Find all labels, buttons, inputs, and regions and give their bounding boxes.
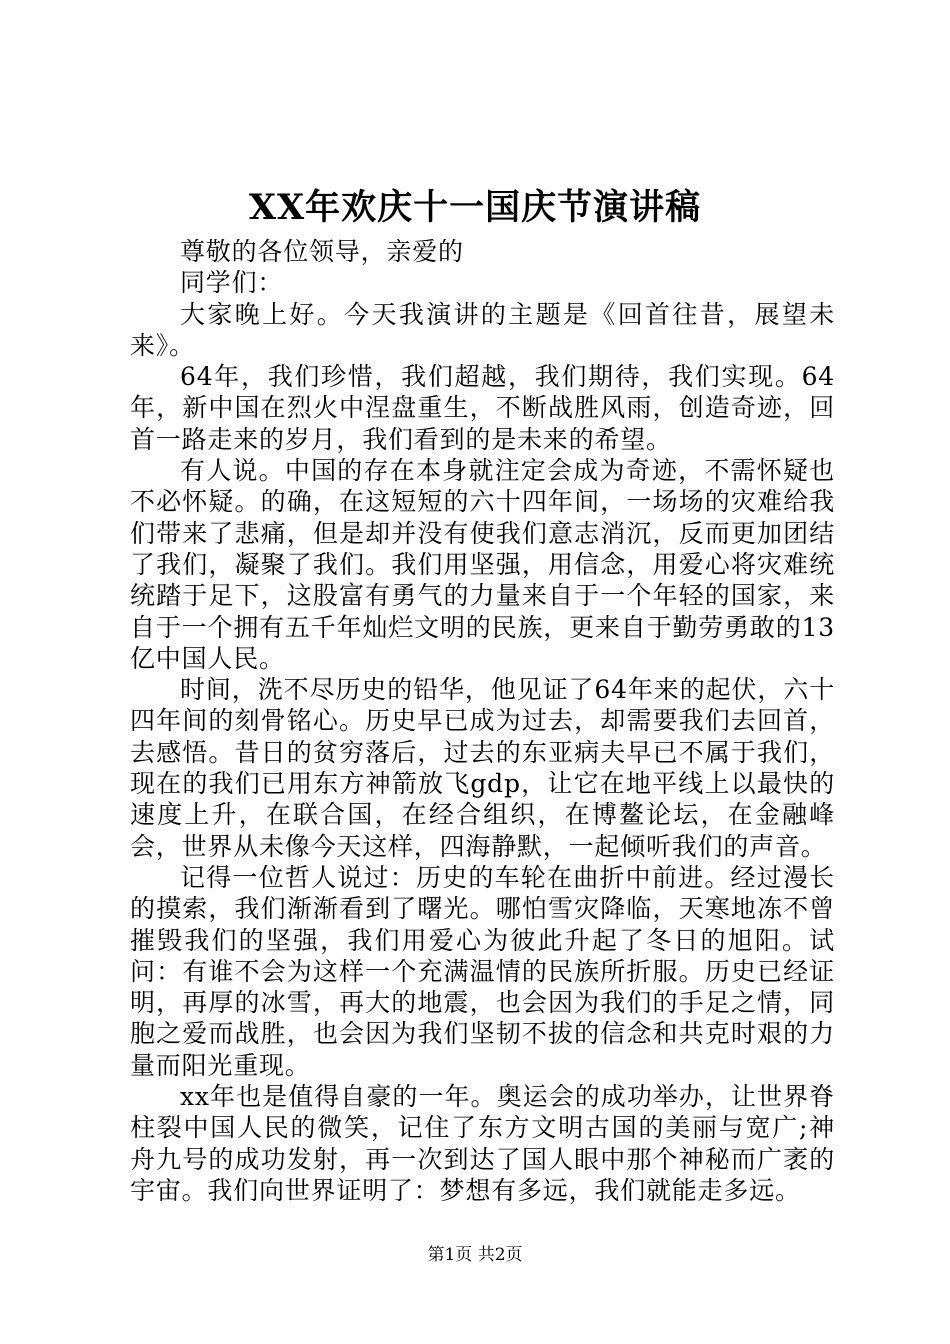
paragraph-miracle: 有人说。中国的存在本身就注定会成为奇迹，不需怀疑也不必怀疑。的确，在这短短的六十四年间，一场场的灾难给我们带来了悲痛，但是却并没有使我们意志消沉，反而更加团结了我们，凝聚了我们。我们用坚强，用信念，用爱心将灾难统统踏于足下，这股富有勇气的力量来自于一个年轻的国家，来自于一个拥有五千年灿烂文明的民族，更来自于勤劳勇敢的13亿中国人民。 xyxy=(130,456,835,673)
paragraph-history: 时间，洗不尽历史的铅华，他见证了64年来的起伏，六十四年间的刻骨铭心。历史早已成为过去，却需要我们去回首，去感悟。昔日的贫穷落后，过去的东亚病夫早已不属于我们，现在的我们已用东方神箭放飞gdp，让它在地平线上以最快的速度上升，在联合国，在经合组织，在博鳌论坛，在金融峰会，世界从未像今天这样，四海静默，一起倾听我们的声音。 xyxy=(130,675,835,861)
document-title: XX年欢庆十一国庆节演讲稿 xyxy=(248,187,702,228)
paragraph-proud-year: xx年也是值得自豪的一年。奥运会的成功举办，让世界脊柱裂中国人民的微笑，记住了东方文明古国的美丽与宽广;神舟九号的成功发射，再一次到达了国人眼中那个神秘而广袤的宇宙。我们向世界证明了：梦想有多远，我们就能走多远。 xyxy=(130,1082,835,1205)
paragraph-greeting: 大家晚上好。今天我演讲的主题是《回首往昔，展望未来》。 xyxy=(130,299,835,360)
paragraph-philosopher: 记得一位哲人说过：历史的车轮在曲折中前进。经过漫长的摸索，我们渐渐看到了曙光。哪怕雪灾降临，天寒地冻不曾摧毁我们的坚强，我们用爱心为彼此升起了冬日的旭阳。试问：有谁不会为这样一个充满温情的民族所折服。历史已经证明，再厚的冰雪，再大的地震，也会因为我们的手足之情，同胞之爱而战胜，也会因为我们坚韧不拔的信念和共克时艰的力量而阳光重现。 xyxy=(130,862,835,1080)
salutation-line-1: 尊敬的各位领导，亲爱的 xyxy=(180,237,464,266)
paragraph-64-years: 64年，我们珍惜，我们超越，我们期待，我们实现。64年，新中国在烈火中涅盘重生，不断战胜风雨，创造奇迹，回首一路走来的岁月，我们看到的是未来的希望。 xyxy=(130,362,835,454)
document-body xyxy=(130,236,835,1206)
page-number-footer: 第1页 共2页 xyxy=(427,1245,523,1265)
salutation-line-2: 同学们： xyxy=(180,268,284,298)
